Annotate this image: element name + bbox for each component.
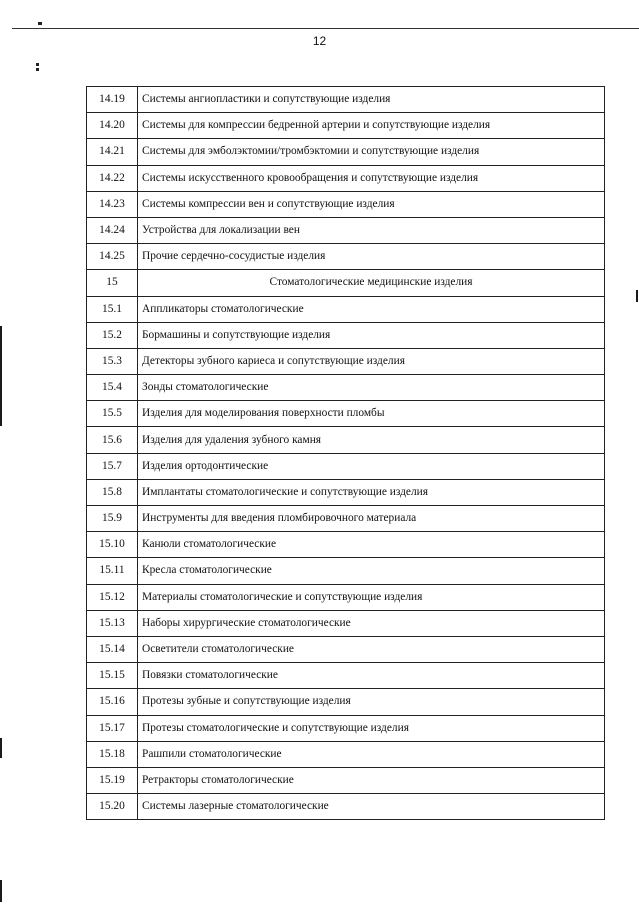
table-row	[87, 794, 605, 820]
row-text: Системы ангиопластики и сопутствующие изделия	[138, 87, 605, 113]
row-text: Устройства для локализации вен	[138, 217, 605, 243]
page-number: 12	[312, 34, 327, 48]
row-number: 14.19	[87, 87, 138, 113]
row-number: 15.10	[87, 532, 138, 558]
section-heading: Стоматологические медицинские изделия	[138, 270, 605, 296]
row-text: Зонды стоматологические	[138, 375, 605, 401]
row-number: 14.25	[87, 244, 138, 270]
row-text: Изделия для удаления зубного камня	[138, 427, 605, 453]
row-text: Системы искусственного кровообращения и сопутствующие изделия	[138, 165, 605, 191]
scan-speck	[36, 68, 39, 71]
table-row	[87, 479, 605, 505]
table-row	[87, 375, 605, 401]
table-row	[87, 87, 605, 113]
table-row	[87, 689, 605, 715]
row-number: 15.5	[87, 401, 138, 427]
table-row	[87, 296, 605, 322]
row-number: 15.17	[87, 715, 138, 741]
row-number: 15.4	[87, 375, 138, 401]
row-number: 14.23	[87, 191, 138, 217]
row-number: 15.14	[87, 636, 138, 662]
table-row	[87, 767, 605, 793]
table-row	[87, 244, 605, 270]
table-row	[87, 217, 605, 243]
row-number: 15	[87, 270, 138, 296]
row-text: Материалы стоматологические и сопутствующие изделия	[138, 584, 605, 610]
row-text: Ретракторы стоматологические	[138, 767, 605, 793]
row-number: 15.9	[87, 506, 138, 532]
table-row	[87, 584, 605, 610]
table-row	[87, 532, 605, 558]
row-text: Наборы хирургические стоматологические	[138, 610, 605, 636]
table-row	[87, 636, 605, 662]
table-row	[87, 113, 605, 139]
table-row	[87, 322, 605, 348]
row-text: Инструменты для введения пломбировочного материала	[138, 506, 605, 532]
row-number: 15.18	[87, 741, 138, 767]
row-text: Изделия для моделирования поверхности пломбы	[138, 401, 605, 427]
row-text: Кресла стоматологические	[138, 558, 605, 584]
table-row	[87, 453, 605, 479]
row-number: 15.15	[87, 663, 138, 689]
row-text: Системы лазерные стоматологические	[138, 794, 605, 820]
row-number: 15.12	[87, 584, 138, 610]
row-number: 15.13	[87, 610, 138, 636]
items-table	[86, 86, 605, 820]
header-rule	[12, 28, 639, 29]
table-row	[87, 139, 605, 165]
row-text: Протезы зубные и сопутствующие изделия	[138, 689, 605, 715]
row-number: 15.6	[87, 427, 138, 453]
row-number: 15.11	[87, 558, 138, 584]
table-row	[87, 401, 605, 427]
scan-edge-mark	[636, 290, 638, 302]
scan-edge-mark	[0, 880, 2, 902]
row-text: Аппликаторы стоматологические	[138, 296, 605, 322]
row-number: 15.8	[87, 479, 138, 505]
row-number: 15.2	[87, 322, 138, 348]
table-row	[87, 558, 605, 584]
table-row	[87, 165, 605, 191]
row-text: Протезы стоматологические и сопутствующие изделия	[138, 715, 605, 741]
row-number: 14.24	[87, 217, 138, 243]
table-row	[87, 506, 605, 532]
row-text: Детекторы зубного кариеса и сопутствующие изделия	[138, 348, 605, 374]
row-number: 14.21	[87, 139, 138, 165]
scan-speck	[36, 63, 39, 66]
scan-speck	[38, 22, 42, 25]
row-text: Канюли стоматологические	[138, 532, 605, 558]
row-number: 15.19	[87, 767, 138, 793]
row-number: 15.7	[87, 453, 138, 479]
row-number: 15.3	[87, 348, 138, 374]
row-number: 15.16	[87, 689, 138, 715]
row-text: Изделия ортодонтические	[138, 453, 605, 479]
row-text: Повязки стоматологические	[138, 663, 605, 689]
row-text: Системы для компрессии бедренной артерии и сопутствующие изделия	[138, 113, 605, 139]
row-text: Системы компрессии вен и сопутствующие изделия	[138, 191, 605, 217]
table-row	[87, 663, 605, 689]
table-row	[87, 610, 605, 636]
row-text: Рашпили стоматологические	[138, 741, 605, 767]
row-text: Прочие сердечно-сосудистые изделия	[138, 244, 605, 270]
table-row	[87, 191, 605, 217]
row-text: Имплантаты стоматологические и сопутствующие изделия	[138, 479, 605, 505]
table-row	[87, 348, 605, 374]
table-row	[87, 270, 605, 296]
row-number: 14.22	[87, 165, 138, 191]
row-text: Системы для эмболэктомии/тромбэктомии и сопутствующие изделия	[138, 139, 605, 165]
table-row	[87, 427, 605, 453]
row-text: Осветители стоматологические	[138, 636, 605, 662]
row-text: Бормашины и сопутствующие изделия	[138, 322, 605, 348]
row-number: 15.1	[87, 296, 138, 322]
row-number: 15.20	[87, 794, 138, 820]
row-number: 14.20	[87, 113, 138, 139]
table-row	[87, 715, 605, 741]
table-row	[87, 741, 605, 767]
scan-edge-mark	[0, 326, 2, 426]
scan-edge-mark	[0, 738, 2, 758]
